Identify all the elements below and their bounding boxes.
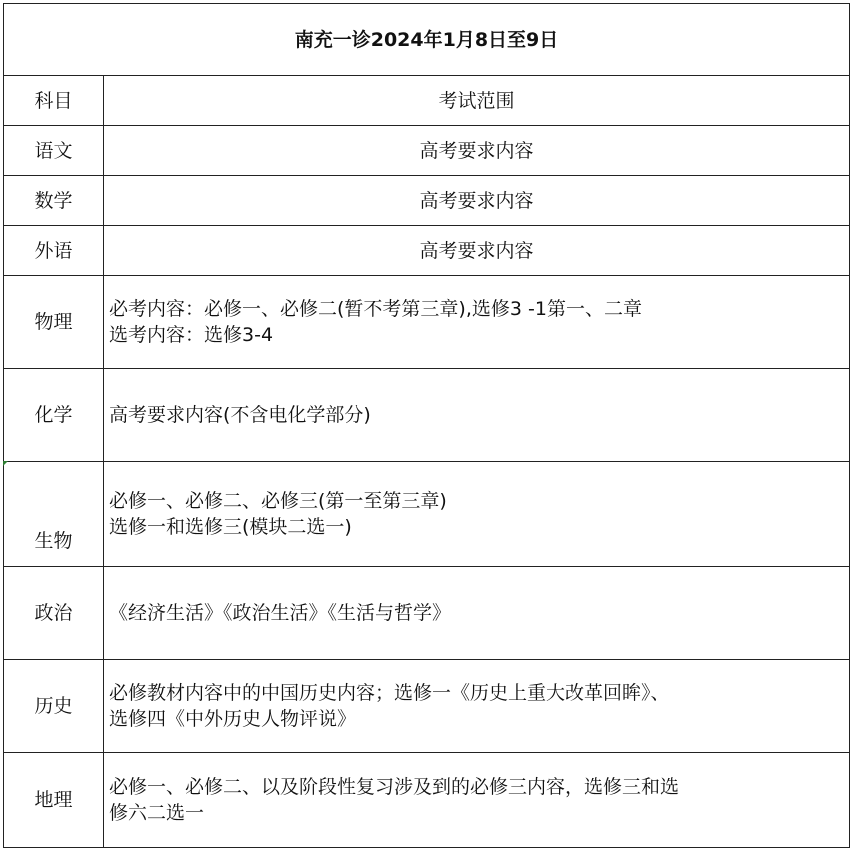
table-title: 南充一诊2024年1月8日至9日 (4, 4, 850, 76)
cell-comment-marker (3, 461, 8, 466)
range-line: 必修一、必修二、以及阶段性复习涉及到的必修三内容，选修三和选 (109, 776, 680, 798)
range-cell (104, 276, 850, 369)
table-row-chinese (4, 126, 850, 176)
title-row (4, 4, 850, 76)
table-row-biology (4, 462, 850, 567)
range-cell (104, 462, 850, 567)
subject-cell: 语文 (4, 126, 104, 176)
range-cell (104, 660, 850, 753)
header-row (4, 76, 850, 126)
subject-cell: 数学 (4, 176, 104, 226)
subject-cell: 地理 (4, 753, 104, 848)
exam-scope-table (3, 3, 850, 848)
range-cell (104, 369, 850, 462)
range-line: 必修教材内容中的中国历史内容；选修一《历史上重大改革回眸》、 (109, 682, 670, 704)
range-line: 选修一和选修三(模块二选一) (109, 516, 352, 538)
range-line: 选考内容：选修3-4 (109, 324, 274, 346)
range-line: 选修四《中外历史人物评说》 (109, 708, 357, 730)
table-row-foreign-language (4, 226, 850, 276)
range-cell: 高考要求内容 (104, 176, 850, 226)
subject-cell: 政治 (4, 567, 104, 660)
range-line: 必修一、必修二、必修三(第一至第三章) (109, 490, 447, 512)
subject-cell: 历史 (4, 660, 104, 753)
table-row-physics (4, 276, 850, 369)
subject-cell: 物理 (4, 276, 104, 369)
range-line: 高考要求内容(不含电化学部分) (109, 404, 371, 426)
range-cell (104, 567, 850, 660)
table-row-math (4, 176, 850, 226)
table-row-history (4, 660, 850, 753)
table-row-geography (4, 753, 850, 848)
subject-column-header: 科目 (4, 76, 104, 126)
range-column-header: 考试范围 (104, 76, 850, 126)
range-cell: 高考要求内容 (104, 126, 850, 176)
subject-cell: 外语 (4, 226, 104, 276)
table-row-politics (4, 567, 850, 660)
range-line: 《经济生活》《政治生活》《生活与哲学》 (109, 602, 452, 624)
subject-cell: 化学 (4, 369, 104, 462)
table-row-chemistry (4, 369, 850, 462)
range-cell (104, 753, 850, 848)
range-cell: 高考要求内容 (104, 226, 850, 276)
subject-cell: 生物 (4, 462, 104, 567)
range-line: 修六二选一 (109, 802, 205, 824)
range-line: 必考内容：必修一、必修二(暂不考第三章),选修3 -1第一、二章 (109, 298, 642, 320)
